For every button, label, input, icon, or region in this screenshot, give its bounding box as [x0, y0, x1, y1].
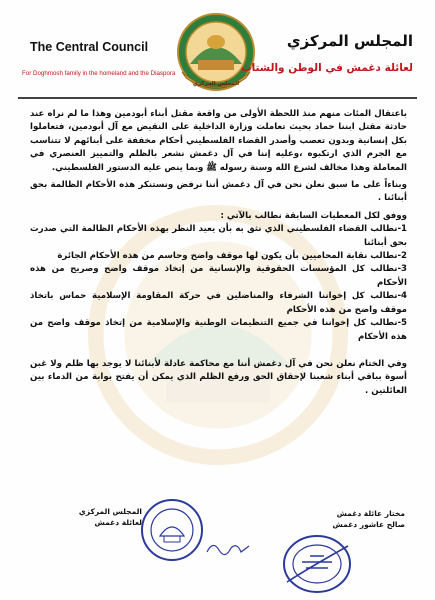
handwritten-signature	[205, 538, 255, 558]
demand-text: نطالب كل إخواننا الشرفاء والمناضلين في حركة المقاومة الإسلامية حماس باتخاذ موقف واضح من هذه الأحكام	[30, 291, 407, 315]
demand-number: 1-	[397, 224, 407, 235]
demand-number: 3-	[397, 264, 407, 275]
demand-number: 4-	[397, 291, 407, 302]
council-tagline-ar: لعائلة دغمش في الوطن والشتات	[241, 62, 413, 74]
council-tagline-en: For Doghmosh family in the homeland and the Diaspora	[22, 70, 176, 77]
mukhtar-stamp-icon	[282, 532, 352, 596]
signature-subtitle: لعائلة دغمش	[94, 518, 142, 527]
header-english	[22, 40, 182, 77]
council-name-en: The Central Council	[30, 40, 149, 54]
demand-text: نطالب القضاء الفلسطيني الذي نثق به بأن يعيد النظر بهذه الأحكام الظالمة التي صدرت بحق أبنائنا	[30, 224, 407, 248]
paragraph-demands-intro: ووفق لكل المعطيات السابقة نطالب بالآتي :	[220, 210, 407, 221]
demand-text: نطالب نقابة المحاميين بأن يكون لها موقف واضح وحاسم من هذه الأحكام الجائرة	[57, 251, 398, 262]
demand-item	[30, 263, 407, 290]
demand-item	[30, 290, 407, 317]
demand-text: نطالب كل المؤسسات الحقوقية والإنسانية من إتخاذ موقف واضح وصريح من هذه الأحكام	[30, 264, 407, 288]
logo-caption: المجلس المركزي	[192, 81, 240, 87]
signature-name: صالح عاشور دغمش	[332, 520, 405, 529]
signature-council	[52, 506, 142, 528]
header-arabic	[243, 32, 413, 74]
header-divider	[18, 97, 417, 99]
demand-number: 2-	[397, 251, 407, 262]
signature-title: مختار عائلة دغمش	[336, 509, 405, 518]
signature-title: المجلس المركزي	[78, 507, 142, 516]
signature-mukhtar	[285, 508, 405, 530]
demand-item	[30, 223, 407, 250]
council-name-ar: المجلس المركزي	[286, 32, 413, 50]
paragraph-intro: باعتقال المئات منهم منذ اللحظة الأولى من واقعة مقتل أبناء أبودمين وهذا ما لم نراه عند حادثة مقتل ابننا حماد بحيث تعاملت وزارة الداخلية على النقيض مع آل أبودمين، فتعاملوا بكل إنسانية وبدون تعصب وأصدر القضاء الفلسطيني أحكام مخففة على أبنائهم لا تتناسب مع الجرم الذي ارتكبوه ،وعليه إننا في آل دغمش نشعر بالظلم والتمييز العنصري في المعاملة وهذا مخالف لشرع الله وسنة رسوله ﷺ وبما ينص عليه الدستور الفلسطيني.	[30, 109, 407, 173]
paragraph-closing: وفي الختام نعلن نحن في آل دغمش أننا مع محاكمة عادلة لأبنائنا لا يوجد بها ظلم ولا غبن أسوة بباقي أبناء شعبنا لإحقاق الحق ورفع الظلم الذي يمكن أن يفتح بوابة من الدماء بين العائلتين .	[30, 358, 407, 396]
demand-item	[30, 250, 407, 263]
council-stamp-icon	[140, 498, 204, 562]
demand-text: نطالب كل إخواننا في جميع التنظيمات الوطنية والإسلامية من إتخاذ موقف واضح من هذه الأحكام	[30, 318, 407, 342]
demand-item	[30, 317, 407, 344]
demand-number: 5-	[397, 318, 407, 329]
paragraph-rejection: وبناءاً على ما سبق نعلن نحن في آل دغمش أننا نرفض ونستنكر هذه الأحكام الظالمة بحق أبنائنا .	[30, 180, 407, 204]
letter-body	[30, 108, 407, 398]
demands-list	[30, 223, 407, 344]
